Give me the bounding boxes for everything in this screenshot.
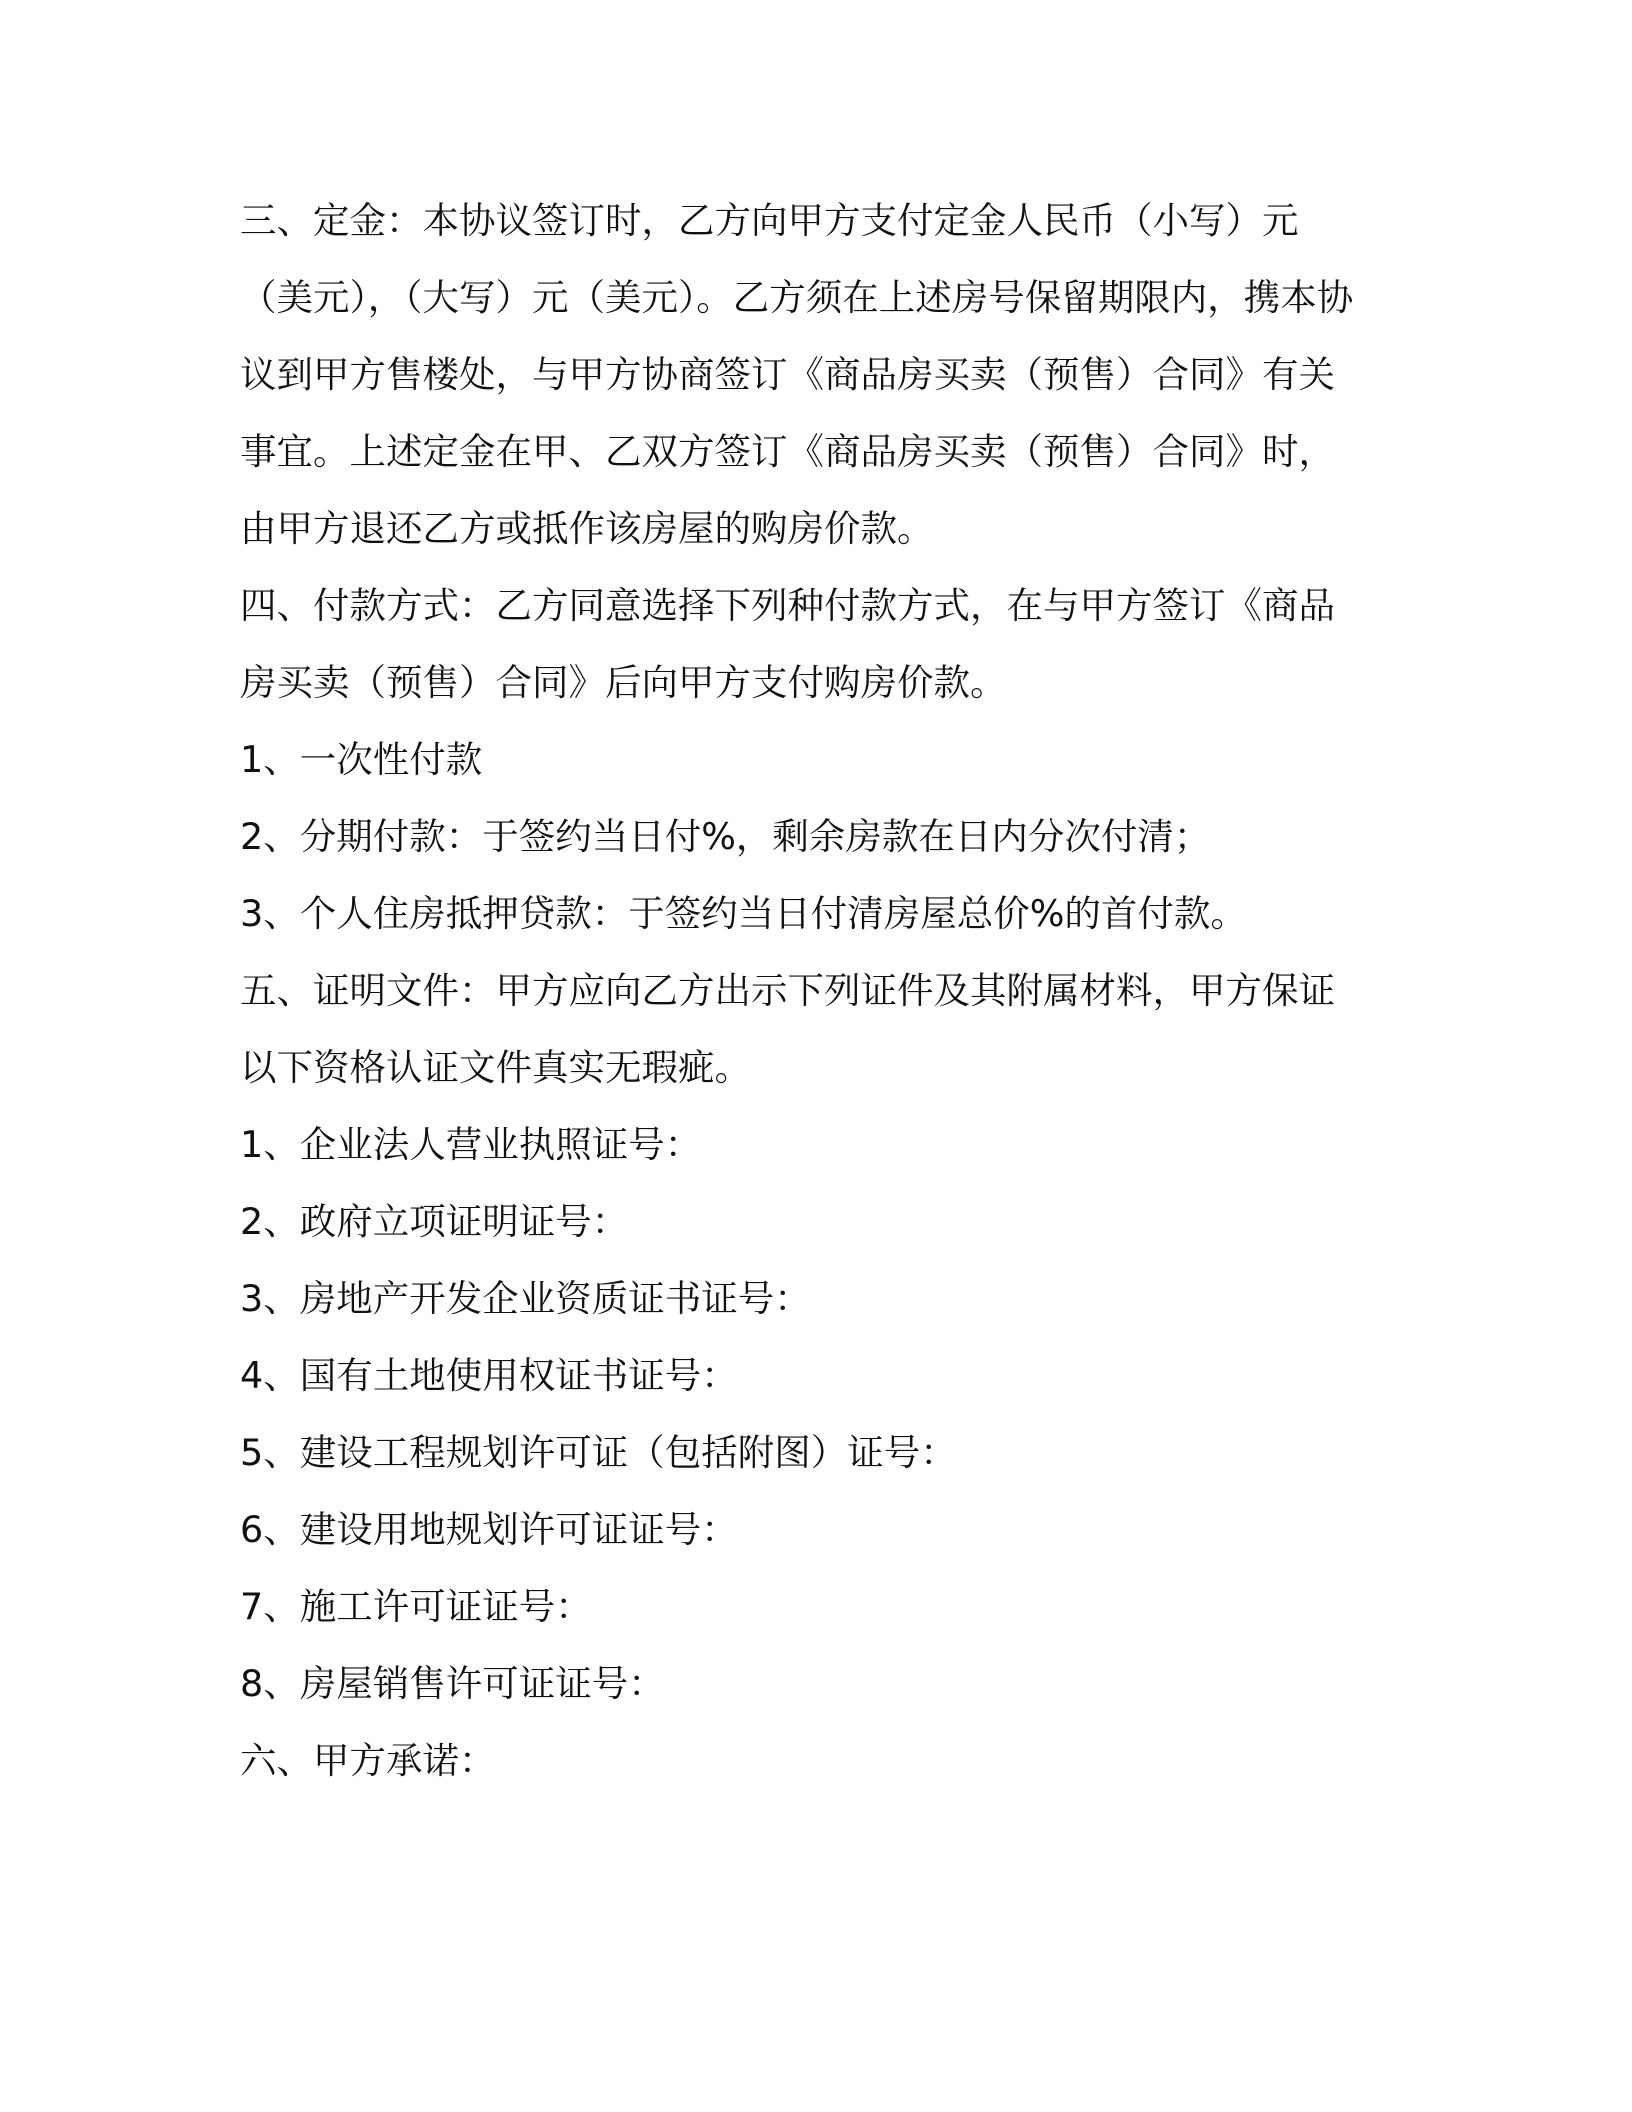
list-item-certificate-5: 5、建设工程规划许可证（包括附图）证号： — [240, 1431, 957, 1474]
list-item-certificate-2: 2、政府立项证明证号： — [240, 1200, 629, 1243]
list-item-payment-3: 3、个人住房抵押贷款：于签约当日付清房屋总价%的首付款。 — [240, 892, 1247, 935]
list-item-certificate-6: 6、建设用地规划许可证证号： — [240, 1508, 738, 1551]
paragraph-deposit: 三、定金：本协议签订时，乙方向甲方支付定金人民币（小写）元（美元），（大写）元（美元）。乙方须在上述房号保留期限内，携本协议到甲方售楼处，与甲方协商签订《商品房买卖（预售）合同》有关事宜。上述定金在甲、乙双方签订《商品房买卖（预售）合同》时，由甲方退还乙方或抵作该房屋的购房价款。 — [240, 199, 1354, 550]
list-item-certificate-1: 1、企业法人营业执照证号： — [240, 1123, 702, 1166]
list-item-certificate-3: 3、房地产开发企业资质证书证号： — [240, 1277, 811, 1320]
list-item-certificate-4: 4、国有土地使用权证书证号： — [240, 1354, 738, 1397]
section-heading-promise: 六、甲方承诺： — [240, 1739, 496, 1782]
list-item-payment-1: 1、一次性付款 — [240, 738, 483, 781]
list-item-certificate-8: 8、房屋销售许可证证号： — [240, 1662, 665, 1705]
list-item-payment-2: 2、分期付款：于签约当日付%，剩余房款在日内分次付清； — [240, 815, 1211, 858]
paragraph-payment-method: 四、付款方式：乙方同意选择下列种付款方式，在与甲方签订《商品房买卖（预售）合同》后向甲方支付购房价款。 — [240, 584, 1335, 704]
paragraph-certificates: 五、证明文件：甲方应向乙方出示下列证件及其附属材料，甲方保证以下资格认证文件真实无瑕疵。 — [240, 969, 1335, 1089]
document-body — [240, 182, 1360, 1799]
list-item-certificate-7: 7、施工许可证证号： — [240, 1585, 592, 1628]
